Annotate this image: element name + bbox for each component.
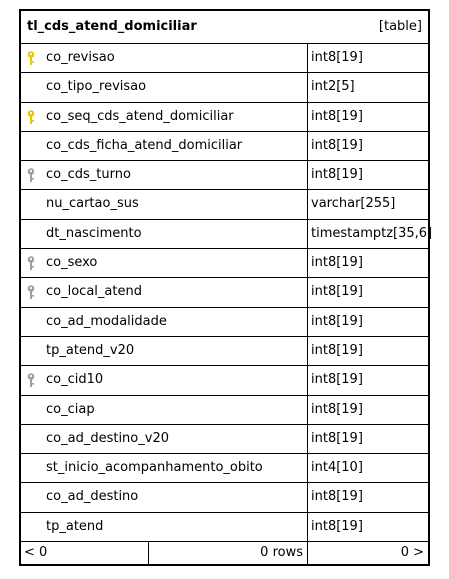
column-name: co_ciap <box>46 401 95 417</box>
column-type: int8[19] <box>311 342 363 358</box>
column-type-cell <box>308 454 428 482</box>
table-name: tl_cds_atend_domiciliar <box>27 19 197 34</box>
foreign-key-icon <box>26 167 36 183</box>
column-type-cell <box>308 44 428 72</box>
key-icon <box>26 50 36 66</box>
column-type: int2[5] <box>311 79 355 95</box>
column-row[interactable] <box>21 308 428 337</box>
column-row[interactable] <box>21 73 428 102</box>
column-type: int8[19] <box>311 313 363 329</box>
column-name-cell <box>21 161 308 189</box>
table-header[interactable] <box>21 11 428 44</box>
column-name-cell <box>21 132 308 160</box>
foreign-key-icon <box>26 284 36 300</box>
column-row[interactable] <box>21 337 428 366</box>
column-type: int8[19] <box>311 255 363 271</box>
column-row[interactable] <box>21 44 428 73</box>
column-name: co_tipo_revisao <box>46 79 147 95</box>
column-type: int8[19] <box>311 430 363 446</box>
column-row[interactable] <box>21 513 428 542</box>
column-name: st_inicio_acompanhamento_obito <box>46 460 263 476</box>
column-list <box>21 44 433 542</box>
column-name-cell <box>21 278 308 306</box>
column-type: varchar[255] <box>311 196 396 212</box>
column-name-cell <box>21 366 308 394</box>
column-row[interactable] <box>21 190 428 219</box>
column-row[interactable] <box>21 396 428 425</box>
column-name: co_cds_ficha_atend_domiciliar <box>46 137 243 153</box>
column-type: int8[19] <box>311 284 363 300</box>
column-type-cell <box>308 190 428 218</box>
column-type: int4[10] <box>311 460 363 476</box>
column-row[interactable] <box>21 103 428 132</box>
column-type-cell <box>308 425 428 453</box>
column-row[interactable] <box>21 454 428 483</box>
foreign-key-icon <box>26 372 36 388</box>
column-type: int8[19] <box>311 518 363 534</box>
column-name: co_local_atend <box>46 284 142 300</box>
prev-page-label: < 0 <box>24 545 48 560</box>
column-name-cell <box>21 103 308 131</box>
column-type: int8[19] <box>311 167 363 183</box>
column-name: tp_atend_v20 <box>46 342 135 358</box>
column-type-cell <box>308 483 428 511</box>
column-name: co_ad_destino <box>46 489 139 505</box>
column-name: co_seq_cds_atend_domiciliar <box>46 108 234 124</box>
column-type-cell <box>308 220 433 248</box>
column-name-cell <box>21 220 308 248</box>
column-row[interactable] <box>21 483 428 512</box>
column-name: co_cds_turno <box>46 167 131 183</box>
column-name-cell <box>21 396 308 424</box>
column-type: int8[19] <box>311 137 363 153</box>
column-row[interactable] <box>21 249 428 278</box>
column-type-cell <box>308 366 428 394</box>
next-page-label: 0 > <box>400 545 424 560</box>
column-type-cell <box>308 103 428 131</box>
row-count-label: 0 rows <box>260 545 303 560</box>
next-page-cell[interactable] <box>308 542 428 564</box>
column-type: int8[19] <box>311 108 363 124</box>
column-name: co_cid10 <box>46 372 104 388</box>
table-footer <box>21 542 428 564</box>
column-type-cell <box>308 249 428 277</box>
column-type-cell <box>308 396 428 424</box>
column-name: co_revisao <box>46 50 115 65</box>
column-type: int8[19] <box>311 489 363 505</box>
table-type-label: [table] <box>378 19 422 34</box>
column-name-cell <box>21 513 308 541</box>
column-name-cell <box>21 425 308 453</box>
column-name: dt_nascimento <box>46 225 142 241</box>
key-icon <box>26 109 36 125</box>
column-type-cell <box>308 308 428 336</box>
column-name-cell <box>21 190 308 218</box>
column-type-cell <box>308 132 428 160</box>
column-row[interactable] <box>21 425 428 454</box>
column-name: co_ad_modalidade <box>46 313 167 329</box>
column-row[interactable] <box>21 161 428 190</box>
column-name: co_sexo <box>46 255 98 271</box>
column-name: nu_cartao_sus <box>46 196 139 212</box>
column-row[interactable] <box>21 278 428 307</box>
column-row[interactable] <box>21 132 428 161</box>
row-count-cell <box>149 542 308 564</box>
column-name-cell <box>21 483 308 511</box>
column-type: int8[19] <box>311 50 363 65</box>
prev-page-cell[interactable] <box>21 542 149 564</box>
column-name-cell <box>21 337 308 365</box>
column-name-cell <box>21 308 308 336</box>
column-type-cell <box>308 278 428 306</box>
column-name-cell <box>21 249 308 277</box>
column-name: tp_atend <box>46 518 104 534</box>
column-row[interactable] <box>21 366 428 395</box>
column-type: int8[19] <box>311 401 363 417</box>
column-type-cell <box>308 513 428 541</box>
column-name-cell <box>21 44 308 72</box>
column-type-cell <box>308 161 428 189</box>
column-type: timestamptz[35,6] <box>311 225 433 241</box>
column-name-cell <box>21 454 308 482</box>
table-box <box>19 9 433 566</box>
column-name: co_ad_destino_v20 <box>46 430 169 446</box>
column-name-cell <box>21 73 308 101</box>
column-type-cell <box>308 337 428 365</box>
column-type: int8[19] <box>311 372 363 388</box>
column-row[interactable] <box>21 220 433 249</box>
foreign-key-icon <box>26 255 36 271</box>
column-type-cell <box>308 73 428 101</box>
